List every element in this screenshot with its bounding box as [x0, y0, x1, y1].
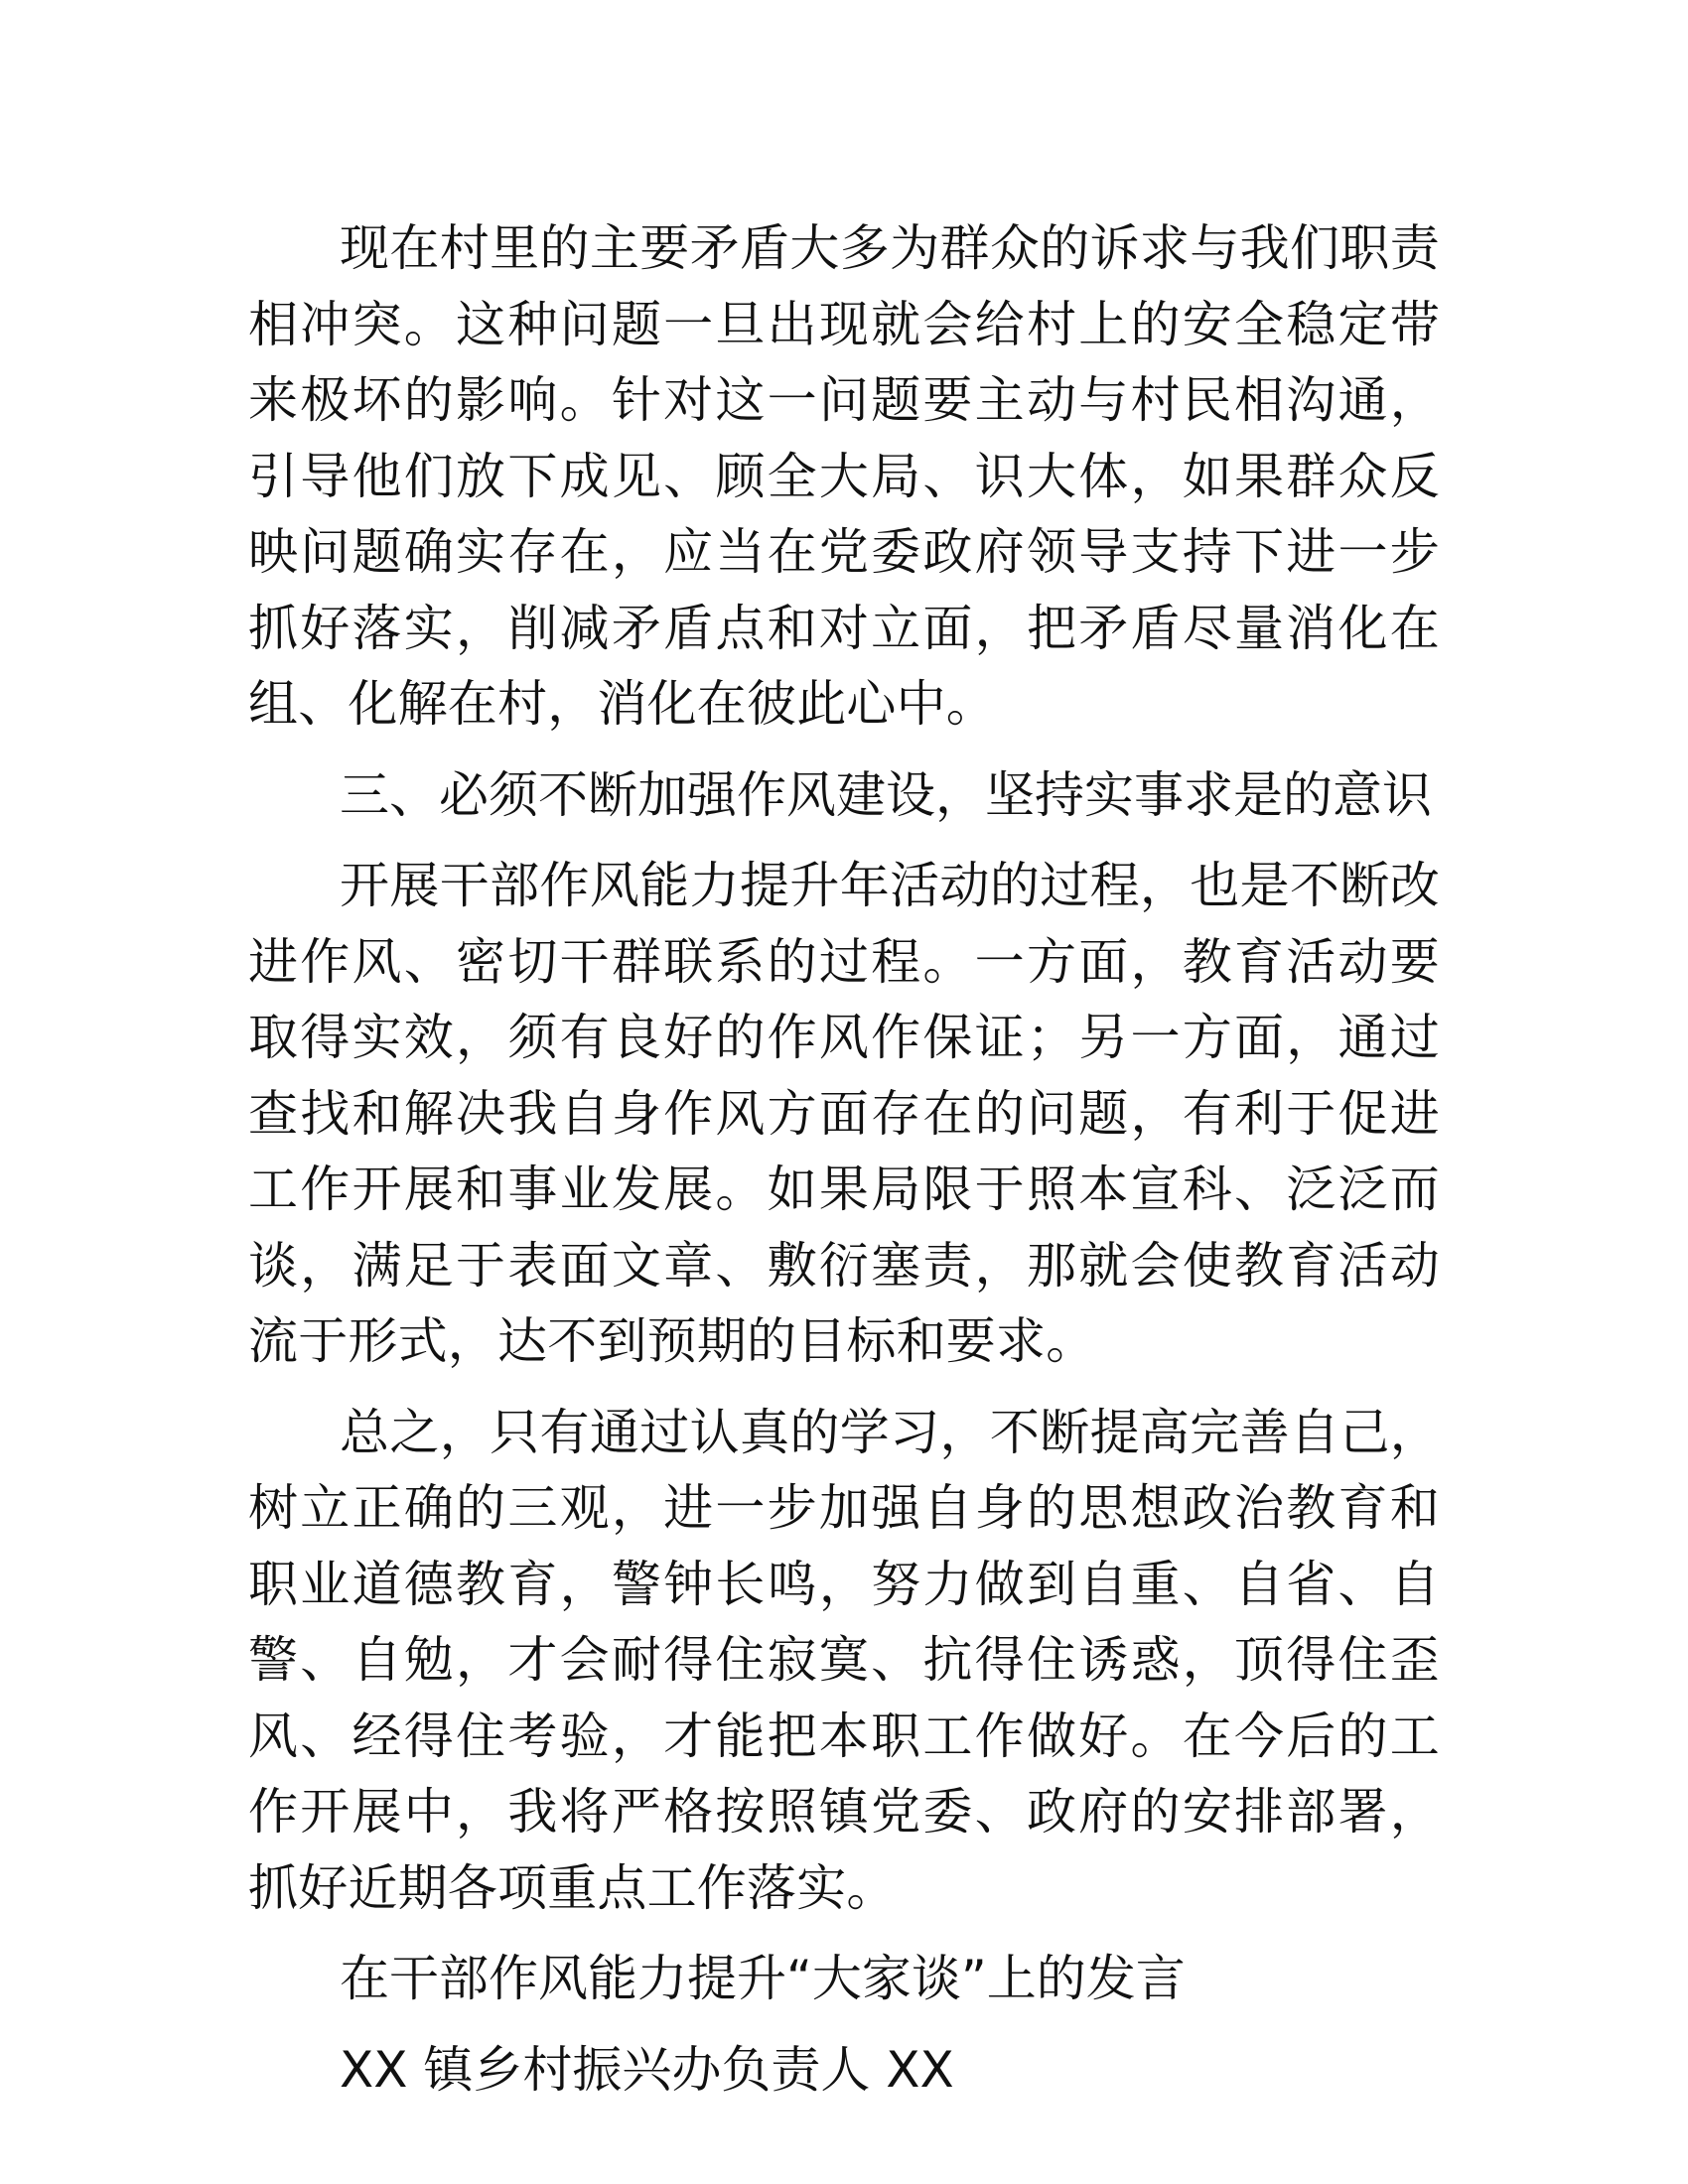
- paragraph-contradictions: 现在村里的主要矛盾大多为群众的诉求与我们职责相冲突。这种问题一旦出现就会给村上的安全稳定带来极坏的影响。针对这一问题要主动与村民相沟通，引导他们放下成见、顾全大局、识大体，如果群众反映问题确实存在，应当在党委政府领导支持下进一步抓好落实，削减矛盾点和对立面，把矛盾尽量消化在组、化解在村，消化在彼此心中。: [248, 219, 1440, 733]
- paragraph-conclusion: 总之，只有通过认真的学习，不断提高完善自己，树立正确的三观，进一步加强自身的思想政治教育和职业道德教育，警钟长鸣，努力做到自重、自省、自警、自勉，才会耐得住寂寞、抗得住诱惑，顶得住歪风、经得住考验，才能把本职工作做好。在今后的工作开展中，我将严格按照镇党委、政府的安排部署，抓好近期各项重点工作落实。: [248, 1403, 1440, 1917]
- speech-title: 在干部作风能力提升“大家谈”上的发言: [340, 1950, 1186, 2007]
- section-heading-three: 三、必须不断加强作风建设，坚持实事求是的意识: [340, 765, 1432, 824]
- speech-author: XX 镇乡村振兴办负责人 XX: [340, 2040, 954, 2099]
- document-body: [248, 210, 1440, 2108]
- paragraph-work-style: 开展干部作风能力提升年活动的过程，也是不断改进作风、密切干群联系的过程。一方面，教育活动要取得实效，须有良好的作风作保证；另一方面，通过查找和解决我自身作风方面存在的问题，有利于促进工作开展和事业发展。如果局限于照本宣科、泛泛而谈，满足于表面文章、敷衍塞责，那就会使教育活动流于形式，达不到预期的目标和要求。: [248, 857, 1440, 1370]
